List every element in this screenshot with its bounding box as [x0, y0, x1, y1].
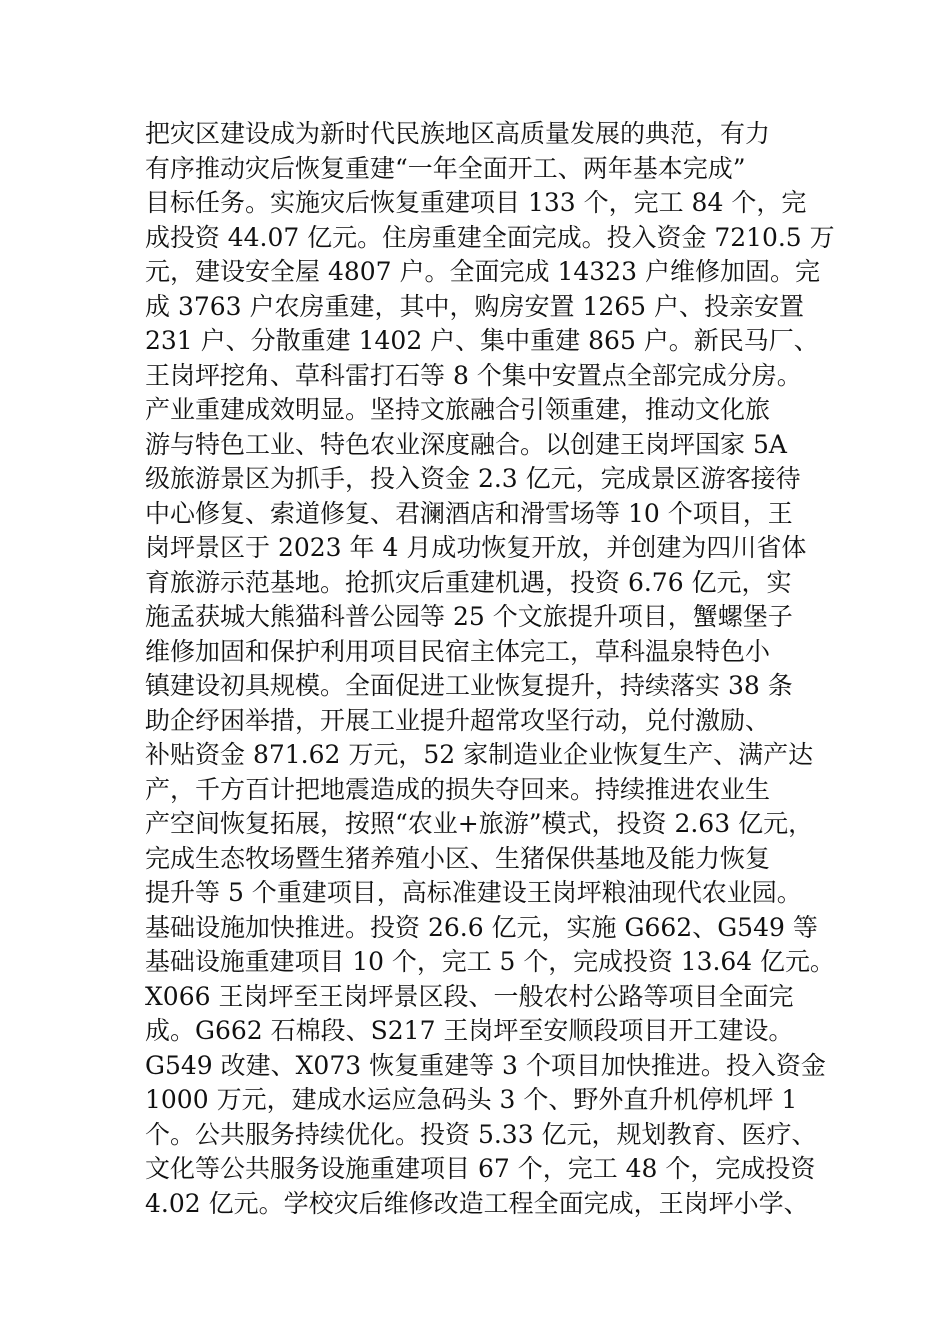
body-text	[145, 117, 835, 1221]
text-line: 产，千方百计把地震造成的损失夺回来。持续推进农业生	[145, 774, 771, 804]
text-line: 完成生态牧场暨生猪养殖小区、生猪保供基地及能力恢复	[145, 843, 771, 873]
text-line: 王岗坪挖角、草科雷打石等 8 个集中安置点全部完成分房。	[145, 360, 802, 390]
text-line: 把灾区建设成为新时代民族地区高质量发展的典范，有力	[145, 119, 771, 148]
text-line: 补贴资金 871.62 万元，52 家制造业企业恢复生产、满产达	[145, 740, 814, 769]
text-line: 元，建设安全屋 4807 户。全面完成 14323 户维修加固。完	[145, 257, 820, 286]
text-line: 成 3763 户农房重建，其中，购房安置 1265 户、投亲安置	[145, 291, 805, 321]
text-line: 维修加固和保护利用项目民宿主体完工，草科温泉特色小	[145, 636, 771, 666]
text-line: 产空间恢复拓展，按照“农业+旅游”模式，投资 2.63 亿元，	[145, 809, 814, 838]
text-line: X066 王岗坪至王岗坪景区段、一般农村公路等项目全面完	[145, 981, 794, 1011]
text-line: 文化等公共服务设施重建项目 67 个，完工 48 个，完成投资	[145, 1154, 816, 1183]
text-line: 施孟获城大熊猫科普公园等 25 个文旅提升项目，蟹螺堡子	[145, 602, 793, 631]
text-line: 成投资 44.07 亿元。住房重建全面完成。投入资金 7210.5 万	[145, 222, 835, 252]
text-line: 级旅游景区为抓手，投入资金 2.3 亿元，完成景区游客接待	[145, 464, 801, 493]
text-line: 个。公共服务持续优化。投资 5.33 亿元，规划教育、医疗、	[145, 1119, 817, 1149]
text-line: 游与特色工业、特色农业深度融合。以创建王岗坪国家 5A	[145, 429, 787, 459]
text-line: 岗坪景区于 2023 年 4 月成功恢复开放，并创建为四川省体	[145, 533, 807, 562]
text-line: 基础设施加快推进。投资 26.6 亿元，实施 G662、G549 等	[145, 912, 818, 942]
text-line: 成。G662 石棉段、S217 王岗坪至安顺段项目开工建设。	[145, 1016, 794, 1045]
text-line: 有序推动灾后恢复重建“一年全面开工、两年基本完成”	[145, 153, 746, 183]
text-line: 产业重建成效明显。坚持文旅融合引领重建，推动文化旅	[145, 395, 771, 424]
text-line: 育旅游示范基地。抢抓灾后重建机遇，投资 6.76 亿元，实	[145, 567, 792, 597]
text-line: 4.02 亿元。学校灾后维修改造工程全面完成，王岗坪小学、	[145, 1188, 809, 1218]
text-line: 1000 万元，建成水运应急码头 3 个、野外直升机停机坪 1	[145, 1085, 798, 1114]
text-line: 镇建设初具规模。全面促进工业恢复提升，持续落实 38 条	[145, 671, 793, 700]
text-line: 中心修复、索道修复、君澜酒店和滑雪场等 10 个项目，王	[145, 498, 793, 528]
text-line: 助企纾困举措，开展工业提升超常攻坚行动，兑付激励、	[145, 705, 771, 735]
text-line: 基础设施重建项目 10 个，完工 5 个，完成投资 13.64 亿元。	[145, 947, 835, 976]
text-line: 231 户、分散重建 1402 户、集中重建 865 户。新民马厂、	[145, 326, 819, 355]
text-line: G549 改建、X073 恢复重建等 3 个项目加快推进。投入资金	[145, 1050, 826, 1080]
text-line: 提升等 5 个重建项目，高标准建设王岗坪粮油现代农业园。	[145, 878, 802, 907]
text-line: 目标任务。实施灾后恢复重建项目 133 个，完工 84 个，完	[145, 188, 807, 217]
